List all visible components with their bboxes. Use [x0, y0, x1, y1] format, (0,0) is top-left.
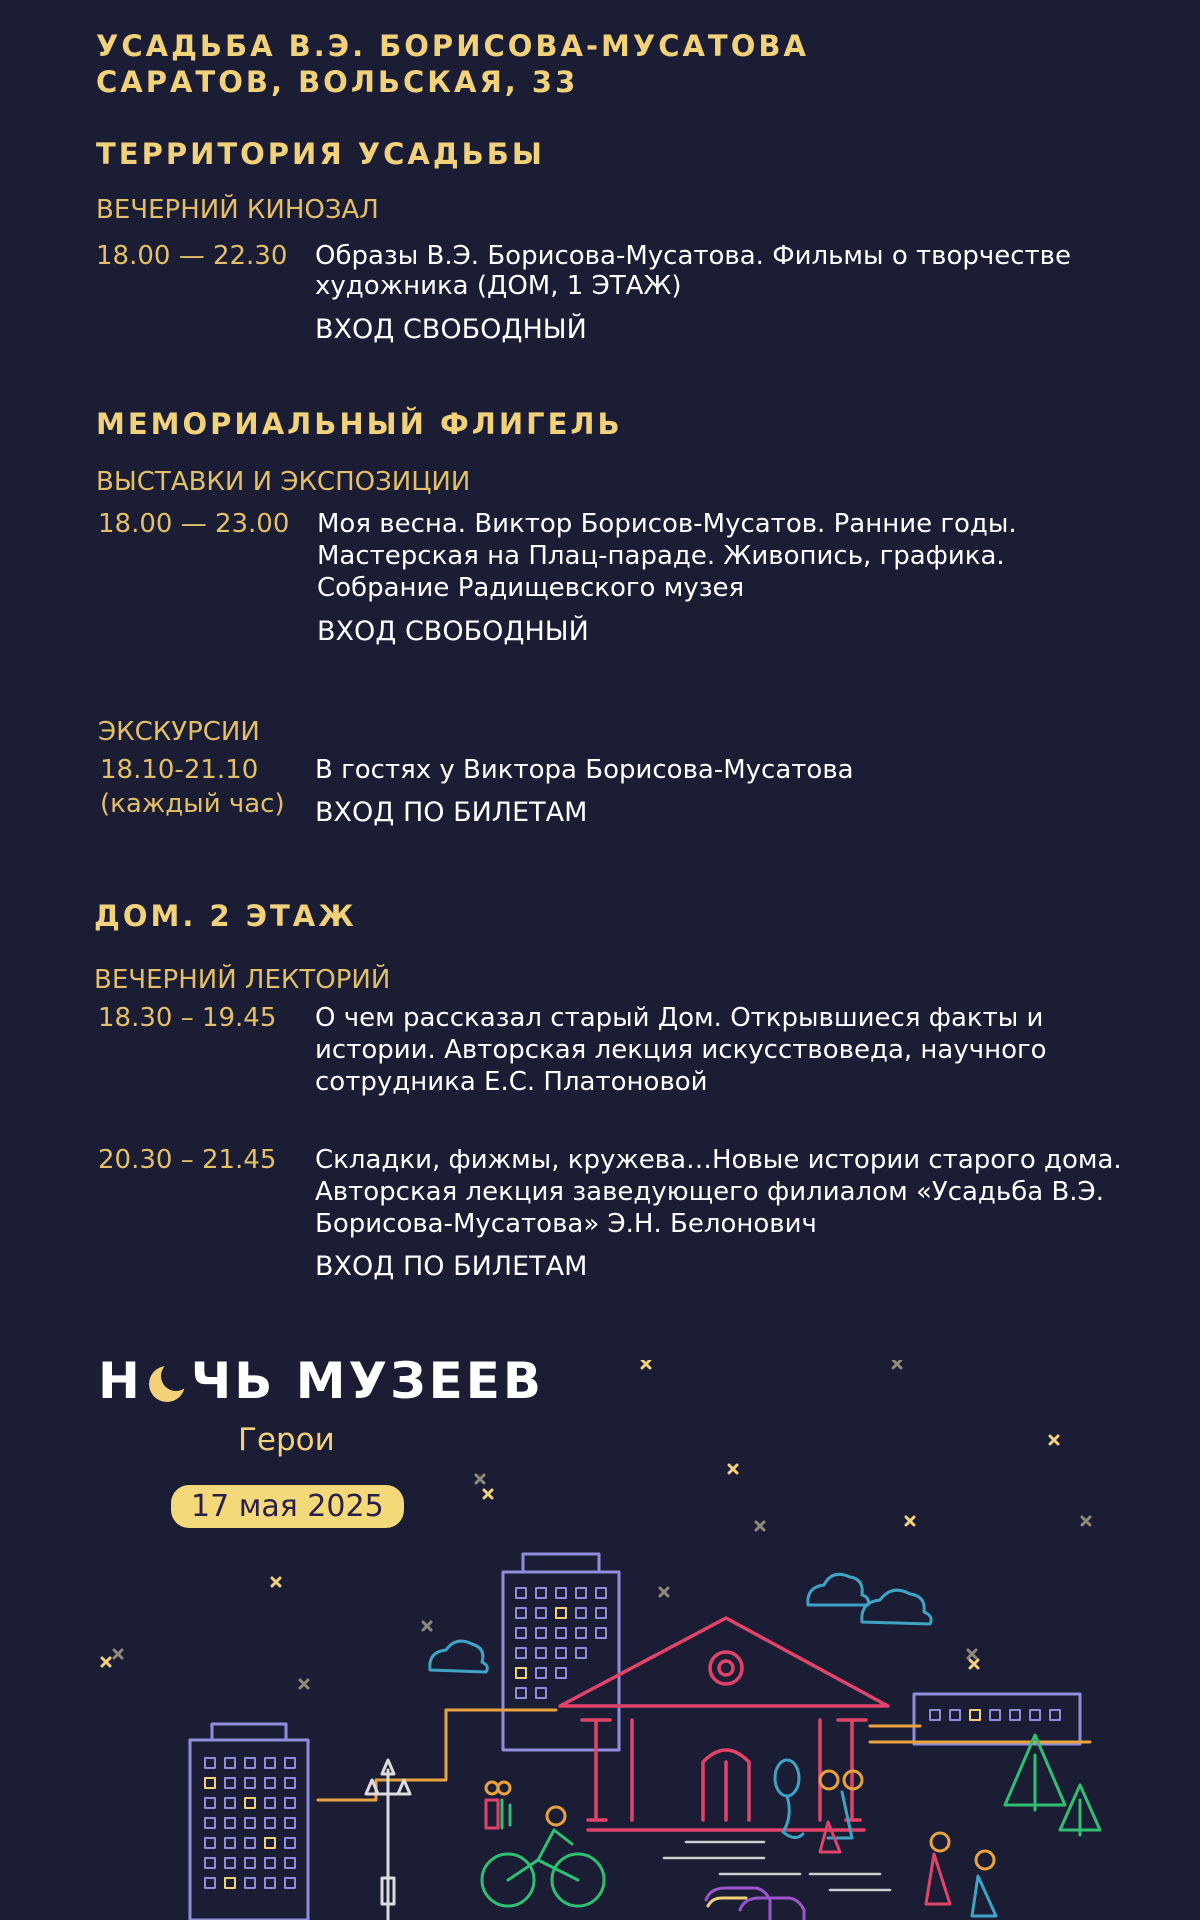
entry-info: ВХОД СВОБОДНЫЙ	[315, 314, 587, 345]
building-windows	[516, 1588, 606, 1698]
event-time: 20.30 – 21.45	[98, 1145, 277, 1175]
people-icon	[502, 1800, 510, 1828]
event-time: 18.00 — 22.30	[96, 241, 288, 271]
event-description: сотрудника Е.С. Платоновой	[315, 1067, 708, 1097]
star-icon	[102, 1360, 1058, 1668]
logo-text: ЧЬ МУЗЕЕВ	[190, 1352, 545, 1410]
building-windows	[930, 1710, 1060, 1720]
event-description: истории. Авторская лекция искусствоведа, научного	[315, 1035, 1047, 1065]
event-description: Борисова-Мусатова» Э.Н. Белонович	[315, 1209, 817, 1239]
event-time: 18.00 — 23.00	[98, 509, 290, 539]
event-date-badge: 17 мая 2025	[171, 1485, 404, 1528]
building-icon	[190, 1724, 308, 1920]
entry-info: ВХОД СВОБОДНЫЙ	[317, 616, 589, 647]
event-description: художника (ДОМ, 1 ЭТАЖ)	[315, 271, 682, 301]
car-icon	[706, 1888, 804, 1920]
logo-letter: Н	[98, 1352, 143, 1410]
event-description: Собрание Радищевского музея	[317, 573, 745, 603]
event-description: Авторская лекция заведующего филиалом «Усадьба В.Э.	[315, 1177, 1104, 1207]
event-time-note: (каждый час)	[100, 789, 285, 819]
people-icon	[820, 1822, 950, 1904]
people-icon	[486, 1800, 498, 1828]
event-description: О чем рассказал старый Дом. Открывшиеся факты и	[315, 1003, 1044, 1033]
event-description: Образы В.Э. Борисова-Мусатова. Фильмы о творчестве	[315, 241, 1072, 271]
section-title-house: ДОМ. 2 ЭТАЖ	[94, 899, 357, 933]
car-icon	[708, 1898, 746, 1906]
venue-name: УСАДЬБА В.Э. БОРИСОВА-МУСАТОВА	[96, 29, 809, 63]
city-illustration	[0, 1360, 1200, 1920]
tree-icon	[1005, 1735, 1100, 1835]
subsection-cinema: ВЕЧЕРНИЙ КИНОЗАЛ	[96, 195, 379, 225]
museum-icon	[560, 1618, 888, 1830]
event-description: В гостях у Виктора Борисова-Мусатова	[315, 755, 854, 785]
event-time: 18.30 – 19.45	[98, 1003, 277, 1033]
entry-info: ВХОД ПО БИЛЕТАМ	[315, 1251, 588, 1282]
subsection-excursions: ЭКСКУРСИИ	[98, 717, 260, 747]
event-description: Складки, фижмы, кружева…Новые истории старого дома.	[315, 1145, 1122, 1175]
venue-address: САРАТОВ, ВОЛЬСКАЯ, 33	[96, 65, 579, 99]
cyclist-icon	[547, 1807, 565, 1825]
people-icon	[486, 1782, 510, 1794]
streetlamp-icon	[366, 1760, 410, 1920]
path-line	[870, 1726, 1090, 1742]
cloud-icon	[430, 1574, 931, 1672]
road-lines	[664, 1842, 890, 1890]
section-title-wing: МЕМОРИАЛЬНЫЙ ФЛИГЕЛЬ	[96, 407, 623, 441]
subsection-exhibitions: ВЫСТАВКИ И ЭКСПОЗИЦИИ	[96, 467, 471, 497]
theme-title: Герои	[238, 1422, 335, 1458]
event-time: 18.10-21.10	[100, 755, 259, 785]
path-line	[318, 1710, 556, 1800]
entry-info: ВХОД ПО БИЛЕТАМ	[315, 797, 588, 828]
subsection-lectures: ВЕЧЕРНИЙ ЛЕКТОРИЙ	[94, 965, 391, 995]
building-windows	[205, 1758, 295, 1888]
event-description: Моя весна. Виктор Борисов-Мусатов. Ранние годы.	[317, 509, 1017, 539]
people-icon	[775, 1760, 996, 1916]
section-title-territory: ТЕРРИТОРИЯ УСАДЬБЫ	[96, 137, 545, 171]
cyclist-icon	[482, 1830, 604, 1906]
event-description: Мастерская на Плац-параде. Живопись, графика.	[317, 541, 1005, 571]
